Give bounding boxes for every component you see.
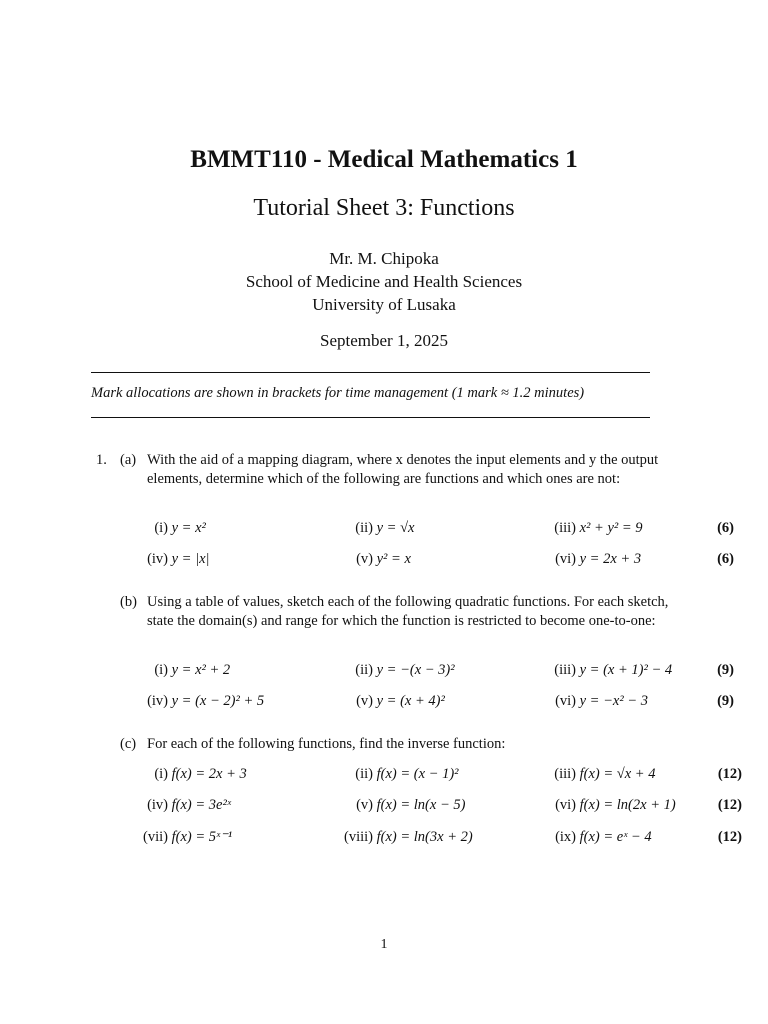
item-label: (vi)	[555, 693, 576, 709]
top-divider	[91, 372, 650, 373]
item-label: (iv)	[147, 693, 168, 709]
list-item	[140, 551, 210, 568]
marks: (9)	[717, 662, 734, 678]
item-label: (ii)	[355, 662, 373, 678]
item-label: (vii)	[143, 829, 168, 845]
item-label: (i)	[154, 766, 168, 782]
marks: (12)	[717, 766, 742, 782]
part-b-text: Using a table of values, sketch each of the following quadratic functions. For each sketch, state the domain(s) and range for which the function is restricted to become one-to-one:	[147, 594, 669, 629]
item-expression: y = |x|	[171, 551, 210, 567]
list-item	[140, 662, 230, 679]
item-expression: y = (x − 2)² + 5	[171, 693, 265, 709]
item-label: (iv)	[147, 551, 168, 567]
list-item	[540, 520, 643, 537]
list-item	[340, 797, 465, 814]
marks: (12)	[717, 797, 742, 813]
school-name: School of Medicine and Health Sciences	[245, 272, 523, 291]
list-item	[140, 693, 264, 710]
date: September 1, 2025	[320, 331, 448, 350]
page-number: 1	[380, 937, 388, 952]
bottom-divider	[91, 417, 650, 418]
list-item	[140, 766, 247, 783]
part-c-label: (c)	[120, 736, 137, 752]
mark-allocation-note: Mark allocations are shown in brackets for time management (1 mark ≈ 1.2 minutes)	[91, 385, 585, 401]
list-item	[340, 829, 473, 846]
list-item	[540, 662, 672, 679]
item-expression: f(x) = 3e²ˣ	[171, 797, 231, 813]
item-label: (vi)	[555, 551, 576, 567]
item-expression: f(x) = (x − 1)²	[376, 766, 459, 782]
item-label: (ii)	[355, 766, 373, 782]
item-label: (i)	[154, 520, 168, 536]
item-expression: y = −(x − 3)²	[376, 662, 455, 678]
item-label: (iv)	[147, 797, 168, 813]
list-item	[340, 693, 445, 710]
list-item	[540, 766, 655, 783]
item-expression: x² + y² = 9	[579, 520, 643, 536]
item-label: (ix)	[555, 829, 576, 845]
item-expression: f(x) = 5ˣ⁻¹	[171, 829, 233, 845]
item-label: (viii)	[344, 829, 373, 845]
item-expression: f(x) = √x + 4	[579, 766, 656, 782]
list-item	[340, 662, 455, 679]
item-label: (i)	[154, 662, 168, 678]
list-item	[340, 520, 415, 537]
item-label: (ii)	[355, 520, 373, 536]
marks: (6)	[717, 551, 734, 567]
item-label: (v)	[356, 551, 373, 567]
item-expression: y = x² + 2	[171, 662, 231, 678]
item-expression: f(x) = eˣ − 4	[579, 829, 652, 845]
item-expression: y = √x	[376, 520, 415, 536]
part-c-text: For each of the following functions, find the inverse function:	[147, 736, 506, 752]
marks: (9)	[717, 693, 734, 709]
list-item	[540, 829, 652, 846]
list-item	[540, 693, 648, 710]
part-a-label: (a)	[120, 452, 137, 468]
part-b-label: (b)	[120, 594, 137, 610]
item-label: (vi)	[555, 797, 576, 813]
list-item	[140, 520, 206, 537]
part-a-text: With the aid of a mapping diagram, where x denotes the input elements and y the output elements, determine which of the following are functions and which ones are not:	[147, 452, 659, 487]
marks: (12)	[717, 829, 742, 845]
item-expression: y = −x² − 3	[579, 693, 648, 709]
item-label: (v)	[356, 797, 373, 813]
list-item	[340, 551, 411, 568]
item-label: (v)	[356, 693, 373, 709]
item-expression: y = (x + 4)²	[376, 693, 445, 709]
item-expression: f(x) = 2x + 3	[171, 766, 247, 782]
item-expression: f(x) = ln(2x + 1)	[579, 797, 676, 813]
item-label: (iii)	[554, 520, 576, 536]
list-item	[340, 766, 459, 783]
item-expression: f(x) = ln(3x + 2)	[376, 829, 473, 845]
question-number: 1.	[96, 452, 107, 468]
item-expression: y = (x + 1)² − 4	[579, 662, 673, 678]
university-name: University of Lusaka	[312, 295, 456, 314]
item-expression: y = x²	[171, 520, 206, 536]
sheet-subtitle: Tutorial Sheet 3: Functions	[253, 195, 515, 221]
list-item	[540, 797, 676, 814]
item-label: (iii)	[554, 662, 576, 678]
author-name: Mr. M. Chipoka	[329, 249, 439, 268]
list-item	[140, 829, 232, 846]
list-item	[540, 551, 641, 568]
item-expression: f(x) = ln(x − 5)	[376, 797, 466, 813]
course-title: BMMT110 - Medical Mathematics 1	[190, 146, 578, 173]
list-item	[140, 797, 231, 814]
marks: (6)	[717, 520, 734, 536]
item-expression: y² = x	[376, 551, 411, 567]
item-label: (iii)	[554, 766, 576, 782]
item-expression: y = 2x + 3	[579, 551, 642, 567]
